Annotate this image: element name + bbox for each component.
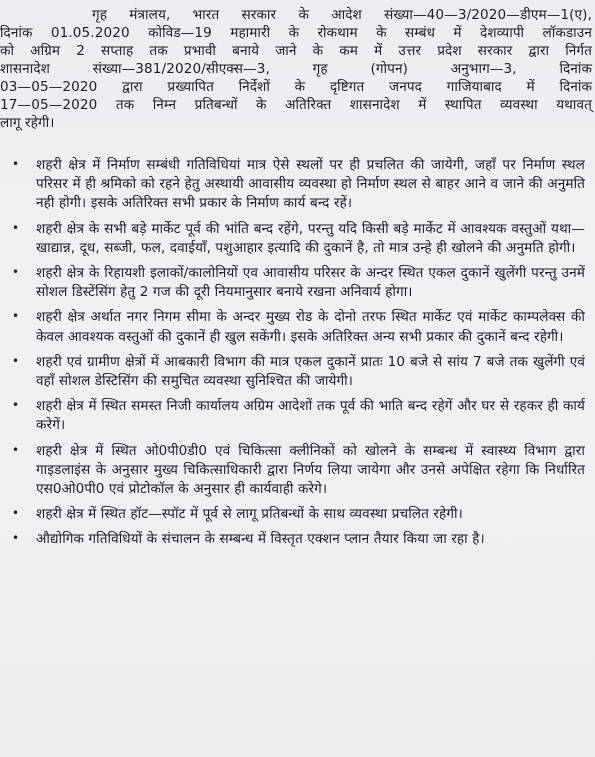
intro-paragraph bbox=[0, 6, 592, 132]
list-item bbox=[0, 308, 595, 346]
intro-line: लागू रहेगी। bbox=[0, 115, 55, 131]
intro-line: को अग्रिम 2 सप्ताह तक प्रभावी बनाये जाने के कम में उत्तर प्रदेश सरकार द्वारा निर्गत bbox=[0, 43, 592, 59]
list-item-text: शहरी क्षेत्र के सभी बड़े मार्केट पूर्व की भांति बन्द रहेंगे, परन्तु यदि किसी बड़े मार्केट में आवश्यक वस्तुओं यथा—खाद्यान्न, दूध, सब्जी, फल, दवाईयाँ, पशुआहार इत्यादि की दुकानें है, तो मात्र उन्हे ही खोलने की अनुमति होगी। bbox=[36, 220, 585, 256]
list-item bbox=[0, 442, 595, 500]
intro-line: 03—05—2020 द्वारा प्रख्यापित निर्देशों के दृष्टिगत जनपद गाजियाबाद में दिनांक bbox=[0, 79, 592, 95]
list-item-text: शहरी क्षेत्र में निर्माण सम्बंधी गतिविधियां मात्र ऐसे स्थलों पर ही प्रचलित की जायेगी, जहाँ पर निर्माण स्थल परिसर में ही श्रमिको को रहने हेतु अस्थायी आवासीय व्यवस्था हो निर्माण स्थल से बाहर आने व जाने की अनुमति नही होगी। इसके अतिरिक्त सभी प्रकार के निर्माण कार्य बन्द रहें। bbox=[36, 157, 585, 212]
list-item-text: औद्योगिक गतिविधियों के संचालन के सम्बन्ध में विस्तृत एक्शन प्लान तैयार किया जा रहा है। bbox=[36, 531, 485, 548]
list-item-text: शहरी क्षेत्र अर्थात नगर निगम सीमा के अन्दर मुख्य रोड के दोनो तरफ स्थित मार्केट एवं मार्केट काम्पलेक्स की केवल आवश्यक वस्तुओं की दुकानें ही खुल सकेंगी। इसके अतिरिक्त अन्य सभी प्रकार की दुकानें बन्द रहेगी। bbox=[36, 309, 585, 345]
list-item-text: शहरी क्षेत्र में स्थित ओ0पी0डी0 एवं चिकित्सा क्लीनिकों को खोलने के सम्बन्ध में स्वास्थ्य विभाग द्वारा गाइडलाइंस के अनुसार मुख्य चिकित्साधिकारी द्वारा निर्णय लिया जायेगा और उनसे अपेक्षित रहेगा कि निर्धारित एस0ओ0पी0 एवं प्रोटोकॉल के अनुसार ही कार्यवाही करेगे। bbox=[36, 442, 585, 498]
list-item-text: शहरी एवं ग्रामीण क्षेत्रों में आबकारी विभाग की मात्र एकल दुकानें प्रातः 10 बजे से सांय 7 बजे तक खुलेंगी एवं वहाँ सोशल डेस्टिसिंग की समुचित व्यवस्था सुनिश्चित की जायेगी। bbox=[36, 353, 585, 390]
list-item bbox=[0, 220, 595, 258]
list-item bbox=[0, 156, 595, 214]
list-item-text: शहरी क्षेत्र में स्थित समस्त निजी कार्यालय अग्रिम आदेशों तक पूर्व की भाति बन्द रहेगें और घर से रहकर ही कार्य करेगें। bbox=[36, 398, 585, 434]
list-item bbox=[0, 397, 595, 435]
list-item-text: शहरी क्षेत्र में स्थित हॉट—स्पॉट में पूर्व से लागू प्रतिबन्धों के साथ व्यवस्था प्रचलित रहेगी। bbox=[36, 506, 463, 523]
bullet-icon: • bbox=[12, 398, 20, 413]
bullet-icon: • bbox=[12, 506, 20, 521]
list-item bbox=[0, 353, 595, 391]
intro-line: दिनांक 01.05.2020 कोविड—19 महामारी के रोकथाम के सम्बंध में देशव्यापी लॉकडाउन bbox=[0, 25, 592, 41]
intro-line: शासनादेश संख्या—381/2020/सीएक्स—3, गृह (गोपन) अनुभाग—3, दिनांक bbox=[0, 61, 592, 77]
bullet-icon: • bbox=[12, 531, 20, 546]
bullet-icon: • bbox=[12, 220, 20, 235]
intro-line: गृह मंत्रालय, भारत सरकार के आदेश संख्या—40—3/2020—डीएम—1(ए), bbox=[92, 7, 592, 23]
bullet-icon: • bbox=[12, 353, 20, 368]
bullet-icon: • bbox=[12, 157, 20, 171]
bullet-icon: • bbox=[12, 265, 20, 280]
restriction-list bbox=[0, 156, 595, 556]
intro-line: 17—05—2020 तक निम्न प्रतिबन्धों के अतिरिक्त शासनादेश में स्थापित व्यवस्था यथावत् bbox=[0, 97, 592, 113]
bullet-icon: • bbox=[12, 442, 20, 457]
list-item-text: शहरी क्षेत्र के रिहायशी इलाकों/कालोनियों एव आवासीय परिसर के अन्दर स्थित एकल दुकानें खुलेंगी परन्तु उनमें सोशल डिस्टेंसिंग हेतु 2 गज की दूरी नियमानुसार बनाये रखना अनिवार्य होगा। bbox=[36, 265, 585, 301]
list-item bbox=[0, 505, 595, 524]
bullet-icon: • bbox=[12, 309, 20, 324]
list-item bbox=[0, 264, 595, 302]
list-item bbox=[0, 530, 595, 549]
